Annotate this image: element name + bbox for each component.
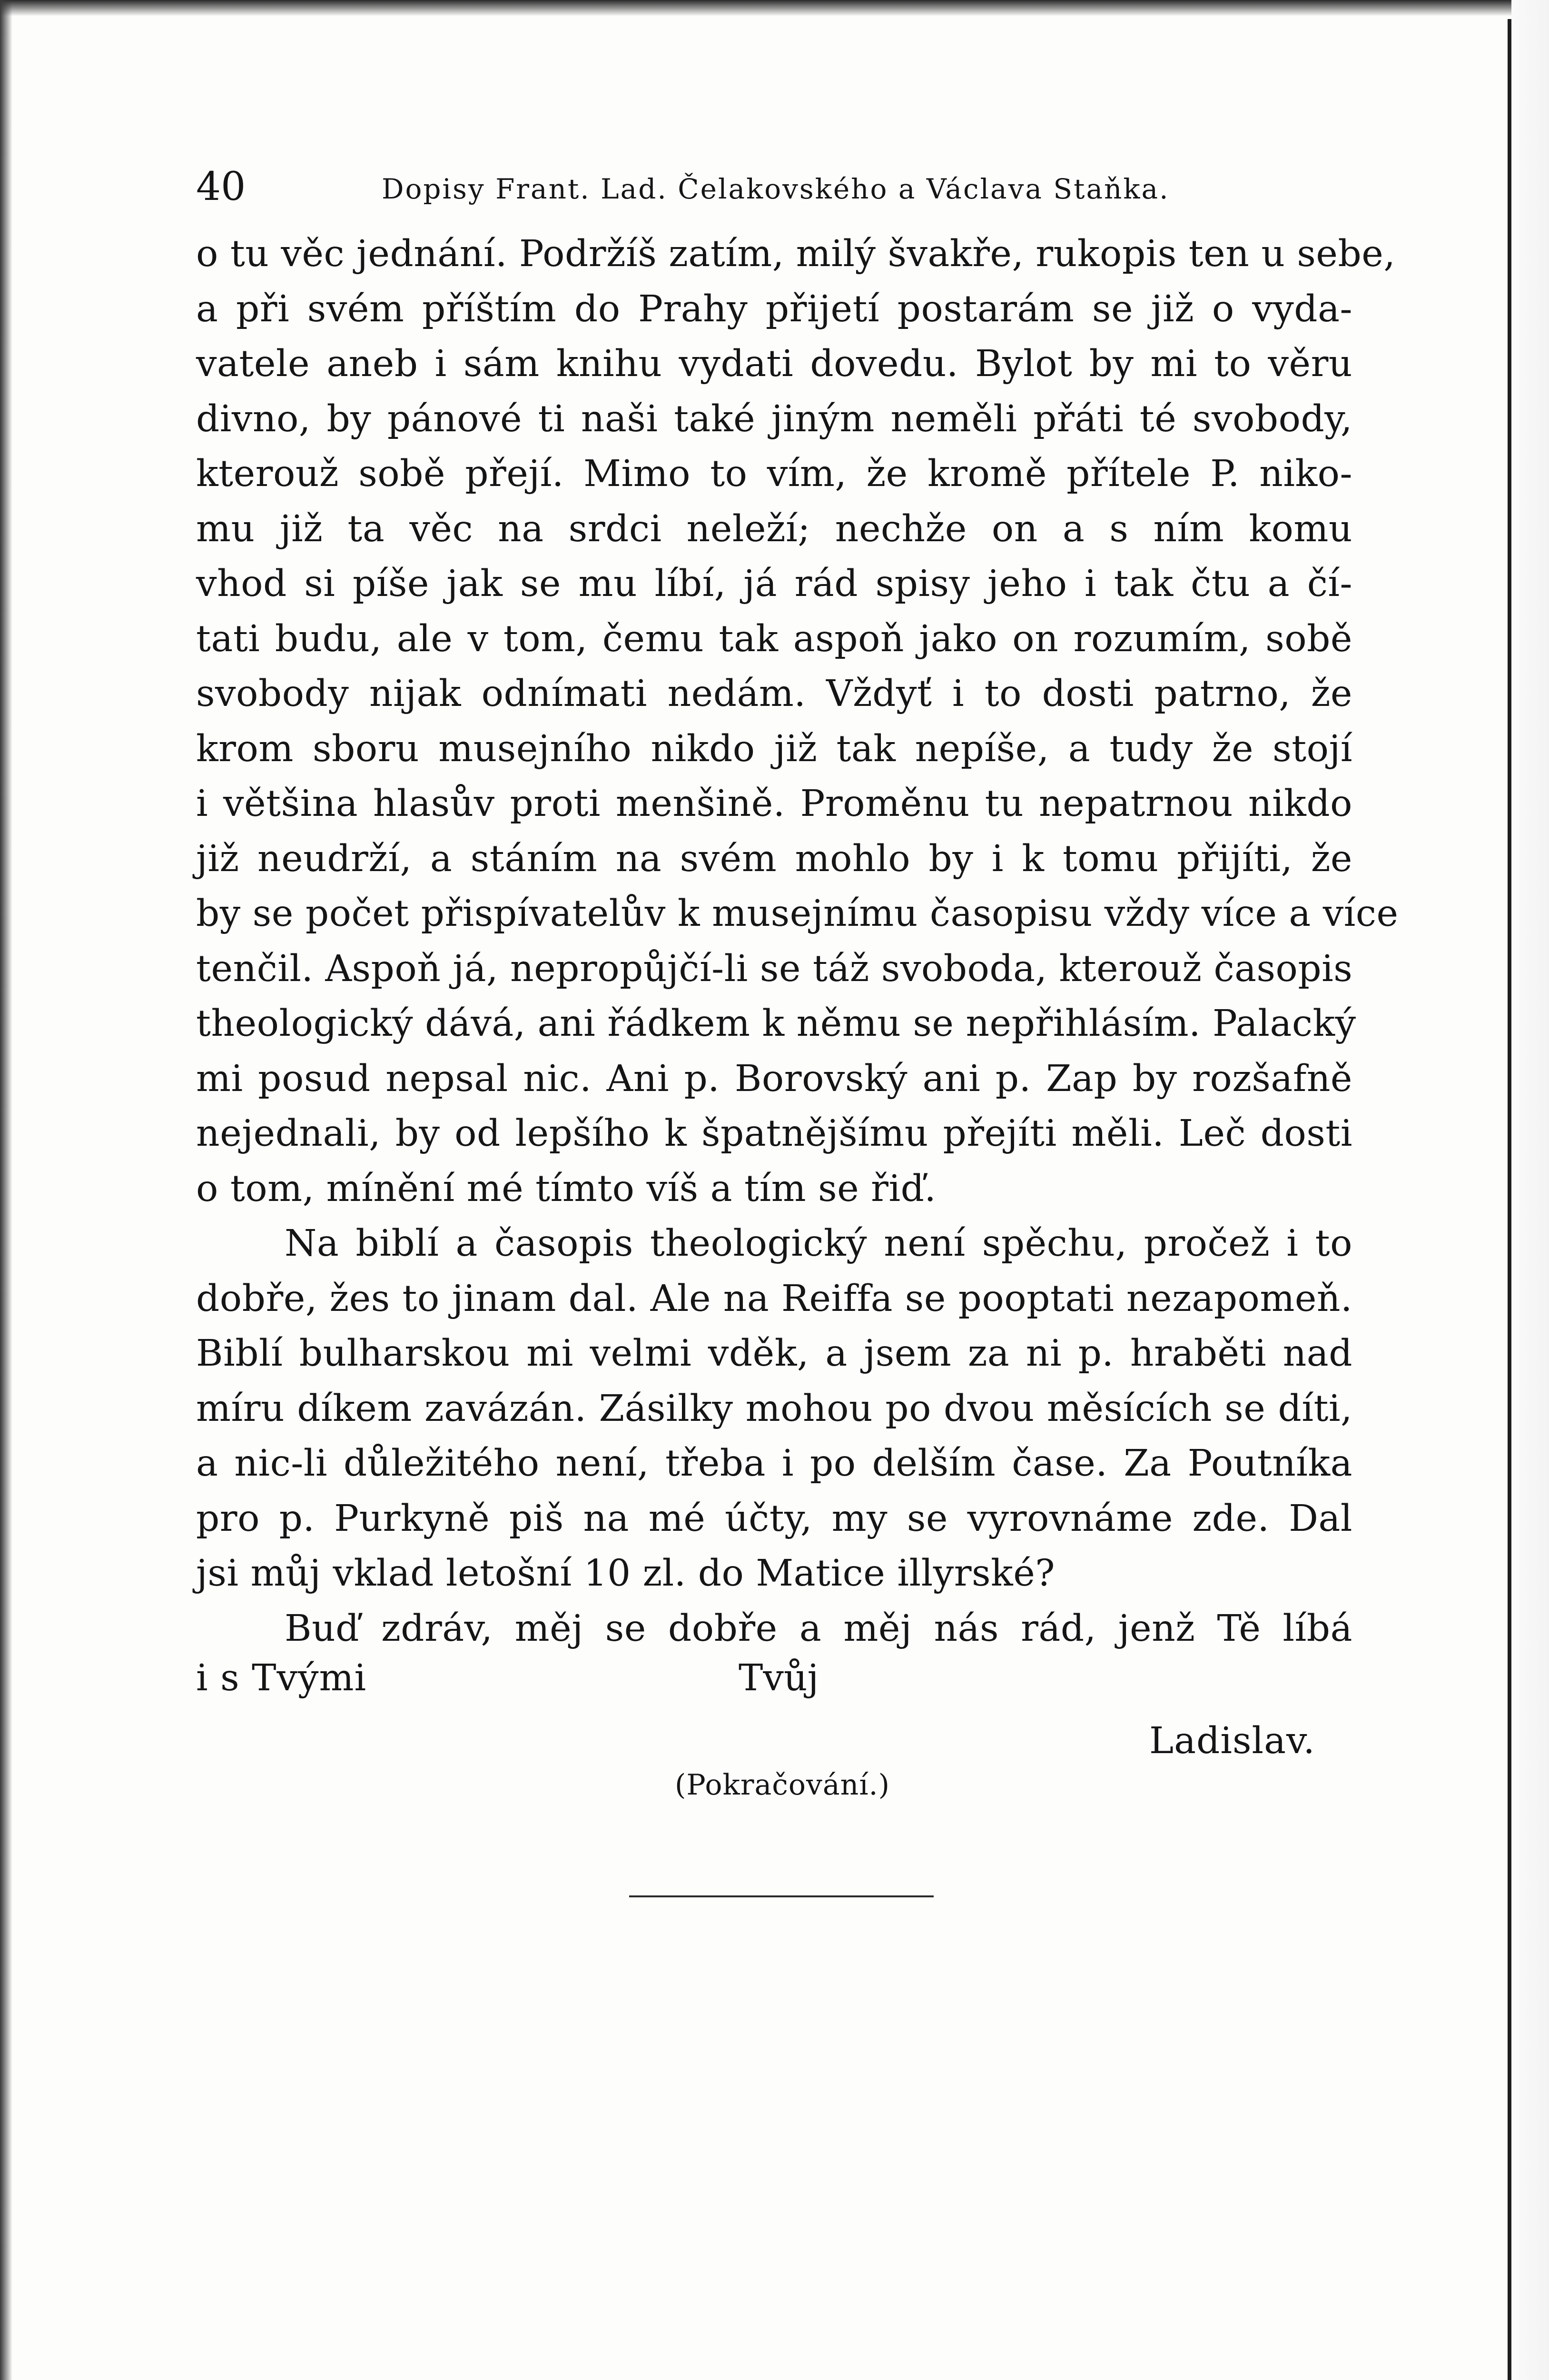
text-line: již neudrží, a stáním na svém mohlo by i k tomu přijíti, že	[196, 837, 1352, 880]
text-line: o tu věc jednání. Podržíš zatím, milý švakře, rukopis ten u sebe,	[196, 233, 1396, 275]
text-line: kterouž sobě přejí. Mimo to vím, že kromě přítele P. niko-	[196, 453, 1352, 495]
text-line: divno, by pánové ti naši také jiným neměli přáti té svobody,	[196, 397, 1352, 440]
text-line: nejednali, by od lepšího k špatnějšímu přejíti měli. Leč dosti	[196, 1112, 1352, 1155]
text-line: krom sboru musejního nikdo již tak nepíše, a tudy že stojí	[196, 727, 1352, 770]
paragraph-3	[196, 1601, 1352, 1656]
scan-edge-right	[1508, 19, 1511, 2380]
text-line: i většina hlasův proti menšině. Proměnu tu nepatrnou nikdo	[196, 783, 1352, 825]
letter-body	[196, 227, 1399, 1656]
continued-note: (Pokračování.)	[675, 1768, 890, 1802]
text-line: vhod si píše jak se mu líbí, já rád spisy jeho i tak čtu a čí-	[196, 563, 1352, 605]
text-line: Na biblí a časopis theologický není spěchu, pročež i to	[285, 1222, 1352, 1265]
text-line: tati budu, ale v tom, čemu tak aspoň jako on rozumím, sobě	[196, 617, 1352, 660]
running-title: Dopisy Frant. Lad. Čelakovského a Václava Staňka.	[382, 173, 1170, 205]
running-head	[196, 161, 1433, 213]
text-line: a nic-li důležitého není, třeba i po delším čase. Za Poutníka	[196, 1442, 1352, 1485]
text-line: Biblí bulharskou mi velmi vděk, a jsem za ni p. hraběti nad	[196, 1332, 1352, 1375]
text-line: mu již ta věc na srdci neleží; nechže on a s ním komu	[196, 507, 1352, 550]
closing-yours: Tvůj	[739, 1657, 819, 1699]
text-line: míru díkem zavázán. Zásilky mohou po dvou měsících se díti,	[196, 1387, 1352, 1430]
text-line: jsi můj vklad letošní 10 zl. do Matice illyrské?	[196, 1552, 1056, 1595]
text-line: a při svém příštím do Prahy přijetí postarám se již o vyda-	[196, 288, 1352, 330]
page-number: 40	[196, 164, 246, 209]
text-line: pro p. Purkyně piš na mé účty, my se vyrovnáme zde. Dal	[196, 1497, 1352, 1540]
text-line: dobře, žes to jinam dal. Ale na Reiffa se pooptati nezapomeň.	[196, 1277, 1352, 1320]
text-line: tenčil. Aspoň já, nepropůjčí-li se táž svoboda, kterouž časopis	[196, 947, 1353, 990]
text-line: mi posud nepsal nic. Ani p. Borovský ani p. Zap by rozšafně	[196, 1057, 1352, 1100]
closing-left: i s Tvými	[196, 1657, 367, 1699]
text-line: theologický dává, ani řádkem k němu se nepřihlásím. Palacký	[196, 1002, 1356, 1045]
paragraph-1	[196, 227, 1399, 1216]
end-rule	[629, 1895, 934, 1897]
scan-edge-top	[0, 0, 1549, 16]
closing-line	[196, 1650, 1352, 1707]
text-line: svobody nijak odnímati nedám. Vždyť i to dosti patrno, že	[196, 673, 1352, 715]
text-line: Buď zdráv, měj se dobře a měj nás rád, jenž Tě líbá	[285, 1607, 1352, 1650]
text-line: o tom, mínění mé tímto víš a tím se řiď.	[196, 1167, 937, 1210]
scan-margin-right	[1511, 0, 1549, 2380]
text-line: vatele aneb i sám knihu vydati dovedu. Bylot by mi to věru	[196, 343, 1352, 385]
scan-edge-left	[0, 0, 12, 2380]
paragraph-2	[196, 1216, 1352, 1601]
signature: Ladislav.	[1149, 1720, 1315, 1762]
text-line: by se počet přispívatelův k musejnímu časopisu vždy více a více	[196, 892, 1399, 935]
